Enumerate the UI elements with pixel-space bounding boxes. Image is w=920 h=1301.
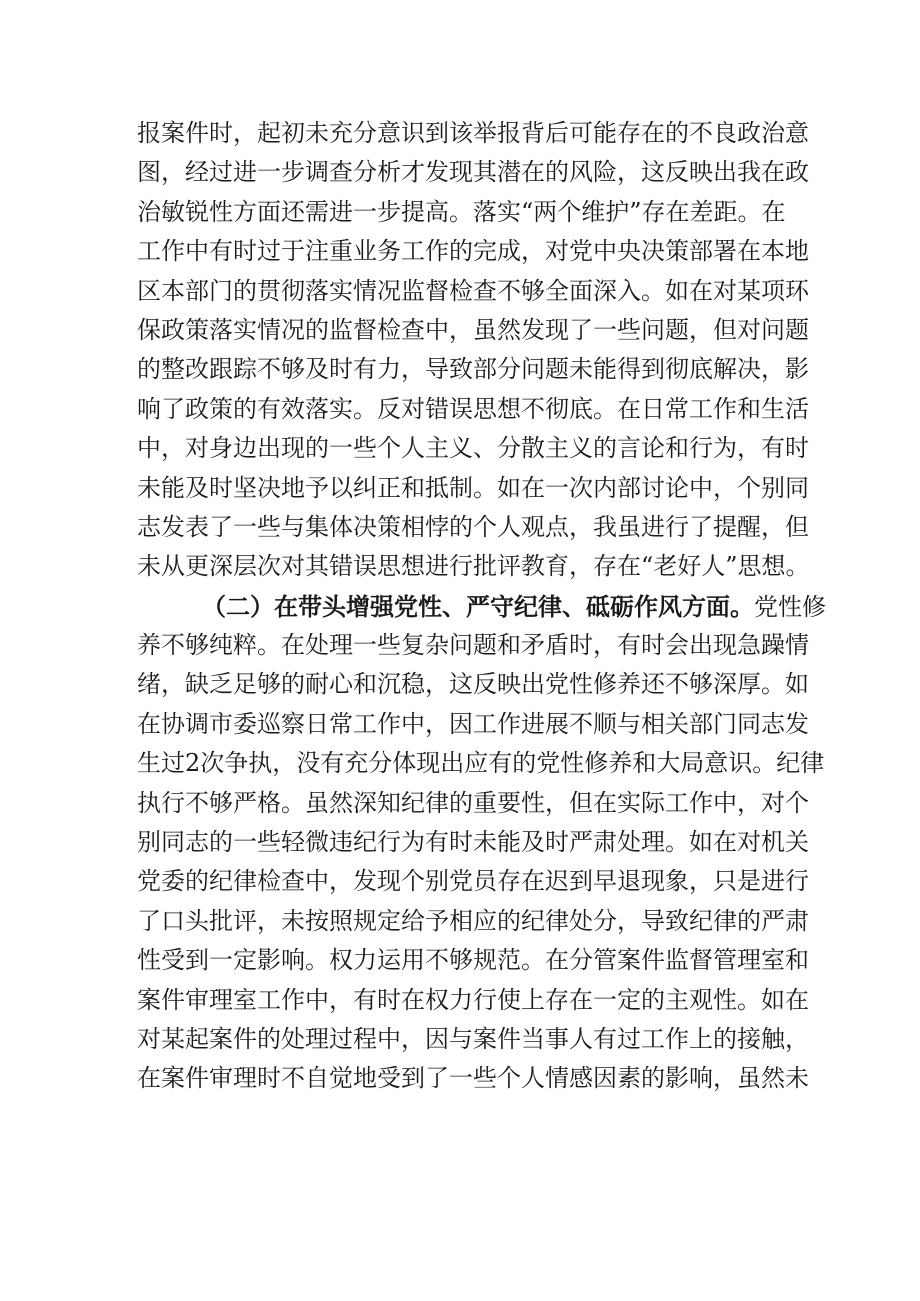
text-line: 绪，缺乏足够的耐心和沉稳，这反映出党性修养还不够深厚。如	[137, 670, 809, 699]
body-text	[137, 114, 826, 1099]
text-line: 保政策落实情况的监督检查中，虽然发现了一些问题，但对问题	[137, 315, 809, 344]
text-line: 的整改跟踪不够及时有力，导致部分问题未能得到彻底解决，影	[137, 355, 809, 384]
text-line: 区本部门的贯彻落实情况监督检查不够全面深入。如在对某项环	[137, 276, 809, 305]
text-line: 志发表了一些与集体决策相悖的个人观点，我虽进行了提醒，但	[137, 512, 809, 541]
text-line: 执行不够严格。虽然深知纪律的重要性，但在实际工作中，对个	[137, 788, 809, 817]
text-line: 生过2次争执，没有充分体现出应有的党性修养和大局意识。纪律	[137, 749, 825, 778]
text-line: 报案件时，起初未充分意识到该举报背后可能存在的不良政治意	[137, 119, 809, 147]
section-first-line-rest: 党性修	[754, 592, 826, 621]
text-line: 性受到一定影响。权力运用不够规范。在分管案件监督管理室和	[137, 946, 809, 975]
text-line: 养不够纯粹。在处理一些复杂问题和矛盾时，有时会出现急躁情	[137, 631, 809, 660]
text-line: 响了政策的有效落实。反对错误思想不彻底。在日常工作和生活	[137, 394, 809, 423]
text-line: 图，经过进一步调查分析才发现其潜在的风险，这反映出我在政	[137, 158, 809, 187]
text-line: 案件审理室工作中，有时在权力行使上存在一定的主观性。如在	[137, 985, 809, 1014]
text-line: 未能及时坚决地予以纠正和抵制。如在一次内部讨论中，个别同	[137, 473, 809, 502]
text-line: 了口头批评，未按照规定给予相应的纪律处分，导致纪律的严肃	[137, 906, 809, 935]
text-line: 对某起案件的处理过程中，因与案件当事人有过工作上的接触，	[137, 1024, 809, 1053]
text-line: 在案件审理时不自觉地受到了一些个人情感因素的影响，虽然未	[137, 1064, 809, 1093]
text-line: 党委的纪律检查中，发现个别党员存在迟到早退现象，只是进行	[137, 867, 809, 896]
text-line: 在协调市委巡察日常工作中，因工作进展不顺与相关部门同志发	[137, 709, 809, 738]
text-line: 别同志的一些轻微违纪行为有时未能及时严肃处理。如在对机关	[137, 828, 809, 857]
text-line: 工作中有时过于注重业务工作的完成，对党中央决策部署在本地	[137, 237, 809, 266]
section-heading: （二）在带头增强党性、严守纪律、砥砺作风方面。	[202, 591, 754, 621]
section-first-line	[137, 587, 826, 626]
text-line: 治敏锐性方面还需进一步提高。落实“两个维护”存在差距。在	[137, 197, 786, 226]
text-line: 未从更深层次对其错误思想进行批评教育，存在“老好人”思想。	[137, 552, 810, 581]
text-line: 中，对身边出现的一些个人主义、分散主义的言论和行为，有时	[137, 434, 809, 463]
